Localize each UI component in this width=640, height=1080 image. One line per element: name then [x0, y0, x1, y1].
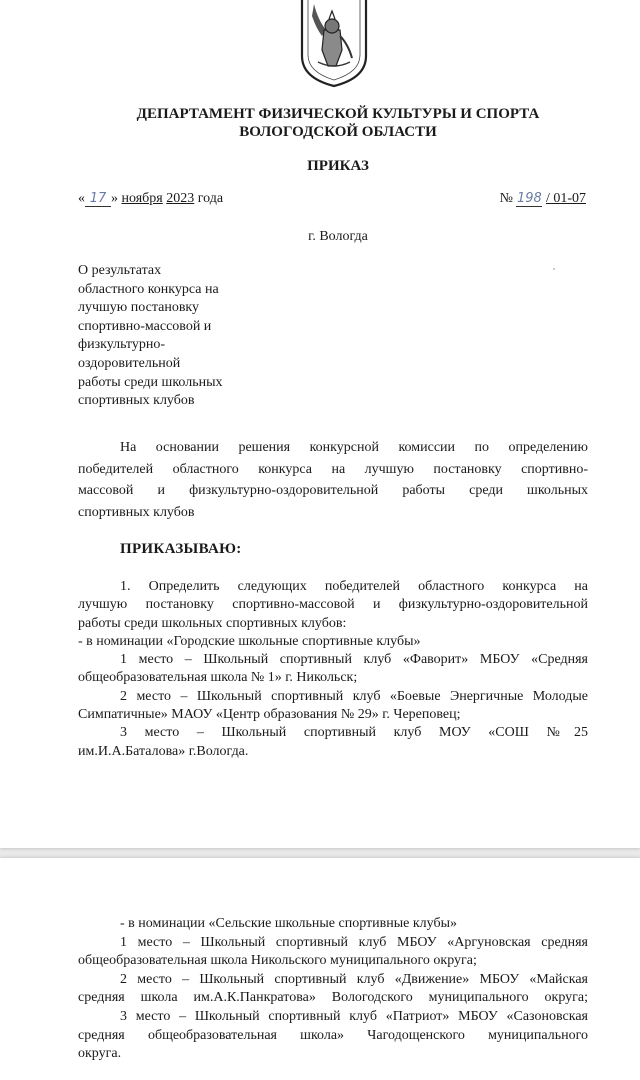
paragraph-line: лучшую постановку спортивно-массовой и физкультурно-оздоровительной	[78, 597, 588, 613]
paragraph-line: массовой и физкультурно-оздоровительной работы среди школьных	[78, 483, 588, 499]
paragraph-line: спортивных клубов	[78, 504, 195, 520]
date-open-quote: «	[78, 191, 85, 206]
paragraph-line: 2 место – Школьный спортивный клуб «Боевые Энергичные Молодые	[120, 688, 588, 704]
subject-line: лучшую постановку	[78, 300, 200, 316]
paragraph-line: средняя общеобразовательная школа» Чагодощенского муниципального	[78, 1027, 588, 1043]
coat-of-arms-emblem	[296, 0, 372, 88]
department-name-line-1: ДЕПАРТАМЕНТ ФИЗИЧЕСКОЙ КУЛЬТУРЫ И СПОРТА	[136, 106, 540, 122]
number-prefix: №	[499, 191, 513, 206]
paragraph-line: 3 место – Школьный спортивный клуб «Патриот» МБОУ «Сазоновская	[120, 1008, 588, 1024]
paragraph-line: - в номинации «Сельские школьные спортивные клубы»	[120, 916, 458, 931]
paragraph-line: На основании решения конкурсной комиссии по определению	[120, 440, 588, 455]
order-subject	[78, 262, 268, 411]
paragraph-line: Симпатичные» МАОУ «Центр образования № 29» г. Череповец;	[78, 707, 461, 723]
subject-line: областного конкурса на	[78, 281, 219, 297]
paragraph-line: 3 место – Школьный спортивный клуб МОУ «СОШ №25	[120, 725, 588, 741]
department-name-line-2: ВОЛОГОДСКОЙ ОБЛАСТИ	[239, 124, 437, 140]
order-directive-heading: ПРИКАЗЫВАЮ:	[120, 541, 242, 557]
order-number	[500, 191, 586, 207]
order-date	[78, 191, 223, 207]
scan-speck	[553, 268, 555, 270]
paragraph-line: 1. Определить следующих победителей областного конкурса на	[120, 579, 588, 594]
date-year: 2023	[166, 191, 195, 206]
date-close-quote: »	[111, 191, 118, 206]
paragraph-line: 1 место – Школьный спортивный клуб «Фаворит» МБОУ «Средняя	[120, 652, 588, 668]
basis-paragraph	[78, 437, 588, 523]
order-title: ПРИКАЗ	[307, 158, 369, 174]
handwritten-day: 17	[85, 192, 111, 207]
paragraph-line: средняя школа им.А.К.Панкратова» Вологодского муниципального округа;	[78, 990, 588, 1006]
paragraph-line: общеобразовательная школа Никольского муниципального округа;	[78, 953, 477, 969]
paragraph-line: 2 место – Школьный спортивный клуб «Движение» МБОУ «Майская	[120, 971, 588, 987]
subject-line: работы среди школьных	[78, 374, 223, 390]
paragraph-line: округа.	[78, 1046, 122, 1062]
paragraph-line: общеобразовательная школа № 1» г. Никольск;	[78, 670, 358, 686]
date-suffix: года	[197, 191, 224, 206]
subject-line: О результатах	[78, 263, 162, 278]
handwritten-number: 198	[517, 191, 542, 206]
subject-line: спортивных клубов	[78, 393, 195, 409]
subject-line: физкультурно-	[78, 337, 166, 353]
subject-line: оздоровительной	[78, 355, 181, 371]
city: г. Вологда	[308, 229, 368, 244]
order-body-page-2	[78, 915, 588, 1064]
paragraph-line: победителей областного конкурса на лучшую постановку спортивно-	[78, 461, 588, 477]
subject-line: спортивно-массовой и	[78, 318, 212, 334]
paragraph-line: 1 место – Школьный спортивный клуб МБОУ «Аргуновская средняя	[120, 934, 588, 950]
date-month: ноября	[121, 191, 163, 206]
paragraph-line: - в номинации «Городские школьные спортивные клубы»	[78, 633, 421, 649]
paragraph-line: им.И.А.Баталова» г.Вологда.	[78, 743, 249, 759]
paragraph-line: работы среди школьных спортивных клубов:	[78, 615, 347, 631]
order-body-page-1	[78, 578, 588, 761]
number-suffix: / 01-07	[545, 191, 586, 206]
